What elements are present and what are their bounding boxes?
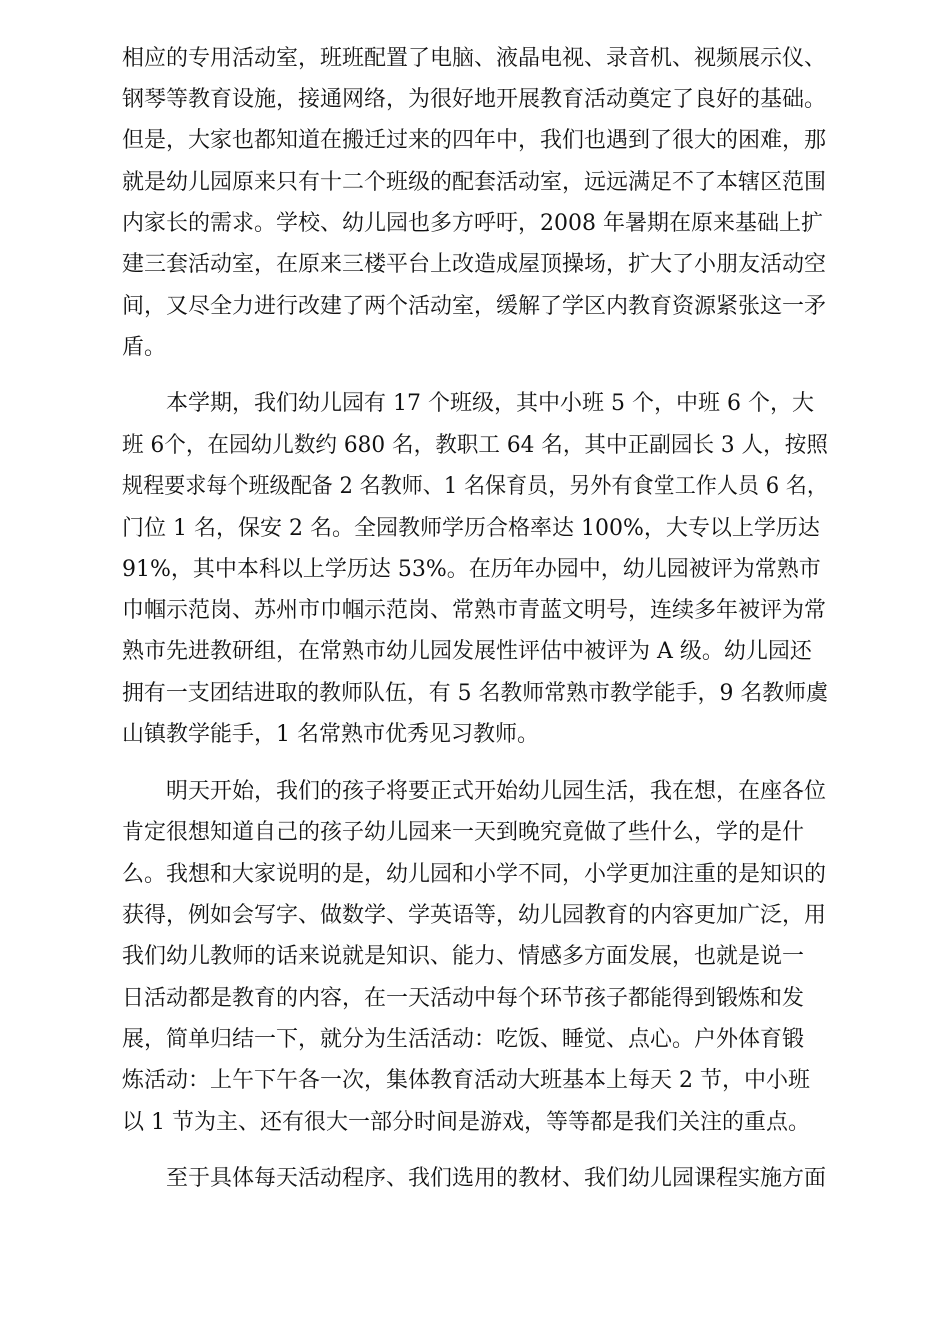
text-line bbox=[122, 506, 828, 552]
text-line bbox=[122, 284, 828, 330]
text-line-content: 么。我想和大家说明的是，幼儿园和小学不同，小学更加注重的是知识的 bbox=[122, 862, 827, 887]
text-line-content: 肯定很想知道自己的孩子幼儿园来一天到晚究竟做了些什么，学的是什 bbox=[122, 820, 805, 845]
text-line bbox=[122, 1017, 828, 1063]
text-line-content: 本学期，我们幼儿园有 17 个班级，其中小班 5 个，中班 6 个，大 bbox=[166, 391, 814, 416]
text-line-content: 间，又尽全力进行改建了两个活动室，缓解了学区内教育资源紧张这一矛 bbox=[122, 294, 827, 319]
text-line-content: 盾。 bbox=[122, 335, 167, 360]
text-line-content: 规程要求每个班级配备 2 名教师、1 名保育员，另外有食堂工作人员 6 名， bbox=[122, 474, 828, 499]
text-line bbox=[122, 381, 828, 427]
text-line bbox=[122, 976, 828, 1022]
text-line-content: 熟市先进教研组，在常熟市幼儿园发展性评估中被评为 A 级。幼儿园还 bbox=[122, 639, 812, 664]
text-line-content: 巾帼示范岗、苏州市巾帼示范岗、常熟市青蓝文明号，连续多年被评为常 bbox=[122, 598, 827, 623]
text-line-content: 钢琴等教育设施，接通网络，为很好地开展教育活动奠定了良好的基础。 bbox=[122, 87, 827, 112]
text-line bbox=[122, 1058, 828, 1104]
text-line bbox=[122, 242, 828, 288]
text-line bbox=[122, 1156, 828, 1202]
text-line bbox=[122, 464, 828, 510]
text-line bbox=[122, 160, 828, 206]
text-line-content: 91%，其中本科以上学历达 53%。在历年办园中，幼儿园被评为常熟市 bbox=[122, 557, 821, 582]
text-line bbox=[122, 118, 828, 164]
text-line bbox=[122, 588, 828, 634]
text-line-content: 展，简单归结一下，就分为生活活动：吃饭、睡觉、点心。户外体育锻 bbox=[122, 1027, 805, 1052]
text-line bbox=[122, 423, 828, 469]
text-line bbox=[122, 671, 828, 717]
text-line bbox=[122, 810, 828, 856]
text-line-content: 我们幼儿教师的话来说就是知识、能力、情感多方面发展，也就是说一 bbox=[122, 944, 805, 969]
text-line-content: 山镇教学能手，1 名常熟市优秀见习教师。 bbox=[122, 722, 539, 747]
text-line-content: 炼活动：上午下午各一次，集体教育活动大班基本上每天 2 节，中小班 bbox=[122, 1068, 810, 1093]
text-line-content: 拥有一支团结进取的教师队伍，有 5 名教师常熟市教学能手，9 名教师虞 bbox=[122, 681, 828, 706]
text-line-content: 班 6个，在园幼儿数约 680 名，教职工 64 名，其中正副园长 3 人，按照 bbox=[122, 433, 828, 458]
text-line bbox=[122, 547, 828, 593]
text-line-content: 至于具体每天活动程序、我们选用的教材、我们幼儿园课程实施方面 bbox=[166, 1166, 827, 1191]
text-line bbox=[122, 1100, 828, 1146]
text-line bbox=[122, 893, 828, 939]
text-line bbox=[122, 325, 828, 371]
text-line bbox=[122, 712, 828, 758]
text-line-content: 就是幼儿园原来只有十二个班级的配套活动室，远远满足不了本辖区范围 bbox=[122, 170, 827, 195]
text-line-content: 相应的专用活动室，班班配置了电脑、液晶电视、录音机、视频展示仪、 bbox=[122, 46, 827, 71]
text-line-content: 但是，大家也都知道在搬迁过来的四年中，我们也遇到了很大的困难，那 bbox=[122, 128, 827, 153]
text-line-content: 门位 1 名，保安 2 名。全园教师学历合格率达 100%，大专以上学历达 bbox=[122, 516, 820, 541]
text-line bbox=[122, 77, 828, 123]
text-line-content: 日活动都是教育的内容，在一天活动中每个环节孩子都能得到锻炼和发 bbox=[122, 986, 805, 1011]
text-line-content: 获得，例如会写字、做数学、学英语等，幼儿园教育的内容更加广泛，用 bbox=[122, 903, 827, 928]
text-line bbox=[122, 769, 828, 815]
text-line bbox=[122, 934, 828, 980]
text-line-content: 以 1 节为主、还有很大一部分时间是游戏，等等都是我们关注的重点。 bbox=[122, 1110, 810, 1135]
text-line bbox=[122, 36, 828, 82]
text-line-content: 建三套活动室，在原来三楼平台上改造成屋顶操场，扩大了小朋友活动空 bbox=[122, 252, 827, 277]
text-line bbox=[122, 629, 828, 675]
text-line-content: 明天开始，我们的孩子将要正式开始幼儿园生活，我在想，在座各位 bbox=[166, 779, 827, 804]
text-line bbox=[122, 201, 828, 247]
text-line bbox=[122, 852, 828, 898]
text-line-content: 内家长的需求。学校、幼儿园也多方呼吁，2008 年暑期在原来基础上扩 bbox=[122, 211, 823, 236]
